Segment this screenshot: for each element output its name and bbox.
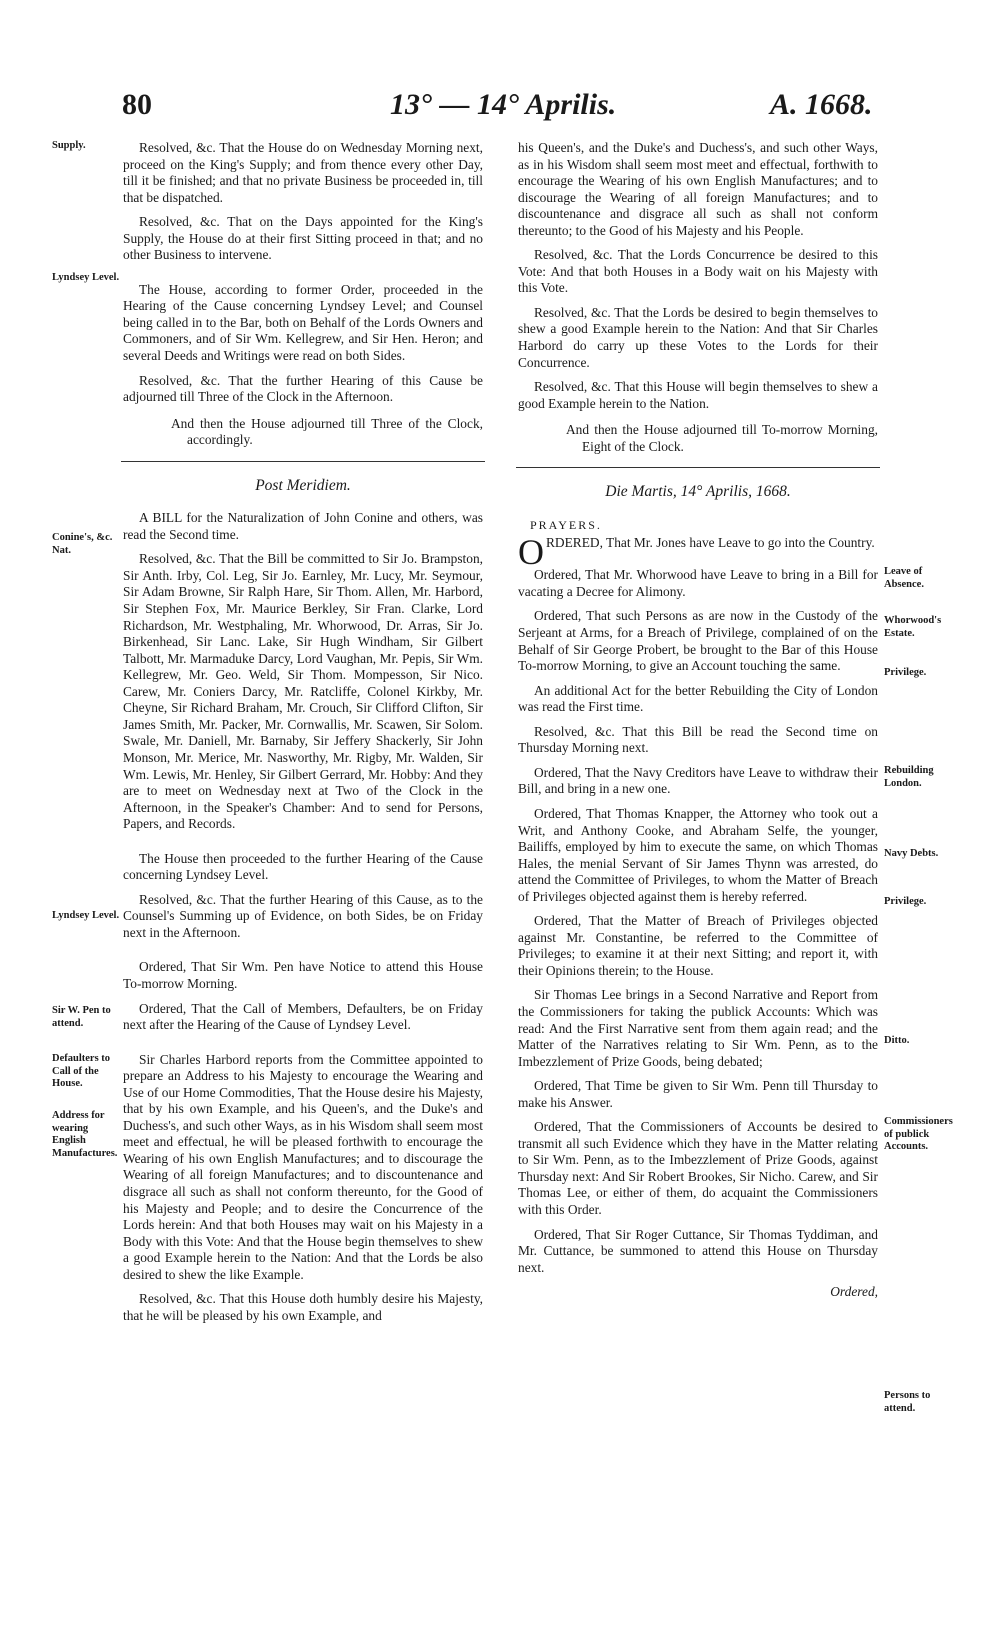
order-paragraph: Ordered, That Sir Wm. Pen have Notice to attend this House To-morrow Morning. <box>123 959 483 991</box>
order-paragraph: Ordered, That Thomas Knapper, the Attorney who took out a Writ, and Anthony Cooke, and Abraham Selfe, the younger, Bailiffs, employed by him to execute the same, on which Thomas Hales, the menial Servant of Sir James Thynn was arrested, do attend the Committee of Privileges, to whom the Matter of Breach of Privileges objected against them is hereby referred. <box>518 805 878 904</box>
resolution-paragraph: Resolved, &c. That the Lords be desired to begin themselves to shew a good Example herein to the Nation: And that Sir Charles Harbord do carry up these Votes to the Lords for their Concurrence. <box>518 304 878 370</box>
drop-cap: O <box>518 532 544 573</box>
page-number: 80 <box>122 88 152 121</box>
resolution-paragraph: Resolved, &c. That the Lords Concurrence be desired to this Vote: And that both Houses in a Body wait on his Majesty with this Vote. <box>518 247 878 296</box>
margin-note-leave-absence: Leave of Absence. <box>884 566 924 590</box>
prayers-heading: PRAYERS. <box>530 517 602 532</box>
report-paragraph: Sir Thomas Lee brings in a Second Narrative and Report from the Commissioners for taking the publick Accounts: Which was read: And the First Narrative sent from them again read; and the Matter of the Narratives relating to Sir Wm. Penn, as to the Imbezzlement of Prize Goods, being debated; <box>518 987 878 1069</box>
margin-note-address: Address for wearing English Manufactures. <box>52 1110 118 1159</box>
margin-note-privilege-2: Privilege. <box>884 896 927 907</box>
adjournment-note: And then the House adjourned till Three of the Clock, accordingly. <box>171 415 483 448</box>
left-column <box>123 140 483 1332</box>
resolution-paragraph: Resolved, &c. That this House doth humbly desire his Majesty, that he will be pleased by his own Example, and <box>123 1291 483 1323</box>
order-paragraph: Ordered, That the Commissioners of Accounts be desired to transmit all such Evidence which they have in the Matter relating to Sir Wm. Penn, as to the Imbezzlement of Prize Goods, against Thursday next: And Sir Robert Brookes, Sir Nicho. Carew, and Sir Thomas Lee, or either of them, do acquaint the Commissioners with this Order. <box>518 1119 878 1217</box>
page-date-range: 13° — 14° Aprilis. <box>390 88 617 121</box>
text-paragraph: The House then proceeded to the further Hearing of the Cause concerning Lyndsey Level. <box>123 850 483 883</box>
margin-note-persons-attend: Persons to attend. <box>884 1390 931 1414</box>
section-heading-die-martis: Die Martis, 14° Aprilis, 1668. <box>605 483 791 501</box>
resolution-paragraph: Resolved, &c. That on the Days appointed for the King's Supply, the House do at their first Sitting proceed in that; and no other Business to intervene. <box>123 214 483 263</box>
margin-note-ditto: Ditto. <box>884 1035 910 1046</box>
order-paragraph: Ordered, That Mr. Whorwood have Leave to bring in a Bill for vacating a Decree for Alimony. <box>518 567 878 599</box>
text-paragraph: The House, according to former Order, proceeded in the Hearing of the Cause concerning Lyndsey Level; and Counsel being called in to the Bar, both on Behalf of the Lords Owners and Commoners, and of Sir Wm. Kellegrew, and Sir Hen. Heron; and several Deeds and Writings were read on both Sides. <box>123 281 483 364</box>
text-paragraph: his Queen's, and the Duke's and Duchess's, and such other Ways, as in his Wisdom shall seem most meet and effectual, forthwith to encourage the Wearing of his own English Manufactures; and to discourage the Wearing of all foreign Manufactures; and to discountenance and disgrace all such as shall not conform thereunto; to the Good of his Majesty and his People. <box>518 140 878 238</box>
report-paragraph: Sir Charles Harbord reports from the Committee appointed to prepare an Address to his Majesty to encourage the Wearing and Use of our Home Commodities, That the House desire his Majesty, that by his own Example, and his Queen's, and the Duke's and Duchess's, and such other Ways, as in his Wisdom shall seem most meet and effectual, he will be pleased forthwith to encourage the Wearing of his own English Manufactures; and to discourage the Wearing of all foreign Manufactures; and to discountenance and disgrace all such as shall not conform thereunto, for the Good of his Majesty and People; and to desire the Concurrence of the Lords herein: And that both Houses may wait on his Majesty in a Body with this Vote: And that the House begin themselves to shew a good Example herein to the Nation: And that the Lords be also desired to shew the like Example. <box>123 1051 483 1282</box>
order-paragraph: Ordered, That Sir Roger Cuttance, Sir Thomas Tyddiman, and Mr. Cuttance, be summoned to attend this House on Thursday next. <box>518 1226 878 1275</box>
section-divider <box>516 467 880 468</box>
resolution-paragraph: Resolved, &c. That the further Hearing of this Cause be adjourned till Three of the Clock in the Afternoon. <box>123 372 483 405</box>
margin-note-supply: Supply. <box>52 140 86 151</box>
adjournment-note: And then the House adjourned till To-morrow Morning, Eight of the Clock. <box>566 422 878 454</box>
order-paragraph: Ordered, That such Persons as are now in the Custody of the Serjeant at Arms, for a Breach of Privilege, complained of on the Behalf of Sir George Probert, be brought to the Bar of this House To-morrow Morning, to give an Account touching the same. <box>518 608 878 674</box>
order-paragraph: Ordered, That the Matter of Breach of Privileges objected against Mr. Constantine, be referred to the Committee of Privileges; to examine it at their next Sitting; and report it, with their Opinions therein; to the House. <box>518 913 878 978</box>
resolution-paragraph: Resolved, &c. That the further Hearing of this Cause, as to the Counsel's Summing up of Evidence, on both Sides, be on Friday next in the Afternoon. <box>123 891 483 940</box>
margin-note-rebuilding-london: Rebuilding London. <box>884 765 934 789</box>
section-divider <box>121 461 485 462</box>
order-paragraph: ORDERED, That Mr. Jones have Leave to go into the Country. <box>518 532 875 573</box>
order-paragraph: Ordered, That the Call of Members, Defaulters, be on Friday next after the Hearing of the Cause of Lyndsey Level. <box>123 1000 483 1033</box>
margin-note-whorwood-estate: Whorwood's Estate. <box>884 615 942 639</box>
resolution-paragraph: Resolved, &c. That this Bill be read the Second time on Thursday Morning next. <box>518 723 878 756</box>
catchword: Ordered, <box>830 1284 878 1300</box>
margin-note-lyndsey-level-2: Lyndsey Level. <box>52 910 120 921</box>
page-year: A. 1668. <box>770 88 873 121</box>
order-paragraph: Ordered, That the Navy Creditors have Leave to withdraw their Bill, and bring in a new one. <box>518 764 878 797</box>
margin-note-commissioners: Commissioners of publick Accounts. <box>884 1116 953 1152</box>
committee-list-paragraph: Resolved, &c. That the Bill be committed to Sir Jo. Brampston, Sir Anth. Irby, Col. Leg, Sir Jo. Earnley, Mr. Lucy, Mr. Seymour, Sir Adam Browne, Sir Ralph Hare, Sir Thom. Allen, Mr. Harbord, Sir Stephen Fox, Mr. Maurice Berkley, Sir Fran. Clarke, Lord Richardson, Mr. Westphaling, Mr. Whorwood, Dr. Arras, Sir Jo. Birkenhead, Sir Lanc. Lake, Sir Hugh Windham, Sir Gilbert Talbott, Mr. Marmaduke Darcy, Lord Vaughan, Mr. Pepis, Sir Wm. Kellegrew, Mr. Geo. Weld, Sir Thom. Mompesson, Sir Nico. Carew, Mr. Coniers Darcy, Mr. Ratcliffe, Colonel Kirkby, Mr. Cheyne, Sir Richard Braham, Mr. Crouch, Sir Clifford Clifton, Sir James Smith, Mr. Packer, Mr. Cornwallis, Mr. Scawen, Sir Solom. Swale, Mr. Daniell, Mr. Barnaby, Sir Jeffery Shackerly, Sir John Monson, Mr. Merice, Mr. Nasworthy, Mr. Rigby, Mr. Walden, Sir Wm. Lewis, Mr. Henley, Sir Gilbert Gerrard, Mr. Hobby: And they are to meet on Wednesday next at Two of the Clock in the Afternoon, in the Speaker's Chamber: And to send for Persons, Papers, and Records. <box>123 551 483 832</box>
right-column <box>518 140 878 1301</box>
margin-note-lyndsey-level: Lyndsey Level. <box>52 272 120 283</box>
margin-note-navy-debts: Navy Debts. <box>884 848 939 859</box>
order-paragraph: Ordered, That Time be given to Sir Wm. Penn till Thursday to make his Answer. <box>518 1078 878 1110</box>
text-paragraph: An additional Act for the better Rebuilding the City of London was read the First time. <box>518 682 878 715</box>
text-paragraph: A BILL for the Naturalization of John Conine and others, was read the Second time. <box>123 510 483 542</box>
page-header <box>0 88 992 138</box>
margin-note-conine-nat: Conine's, &c. Nat. <box>52 532 113 556</box>
resolution-paragraph: Resolved, &c. That the House do on Wednesday Morning next, proceed on the King's Supply; and from thence every other Day, till it be finished; and that no private Business be proceeded in, till that be dispatched. <box>123 140 483 205</box>
margin-note-privilege: Privilege. <box>884 667 927 678</box>
margin-note-pen-attend: Sir W. Pen to attend. <box>52 1005 111 1029</box>
resolution-paragraph: Resolved, &c. That this House will begin themselves to shew a good Example herein to the Nation. <box>518 379 878 411</box>
section-heading-post-meridiem: Post Meridiem. <box>255 476 351 494</box>
margin-note-defaulters: Defaulters to Call of the House. <box>52 1053 111 1089</box>
